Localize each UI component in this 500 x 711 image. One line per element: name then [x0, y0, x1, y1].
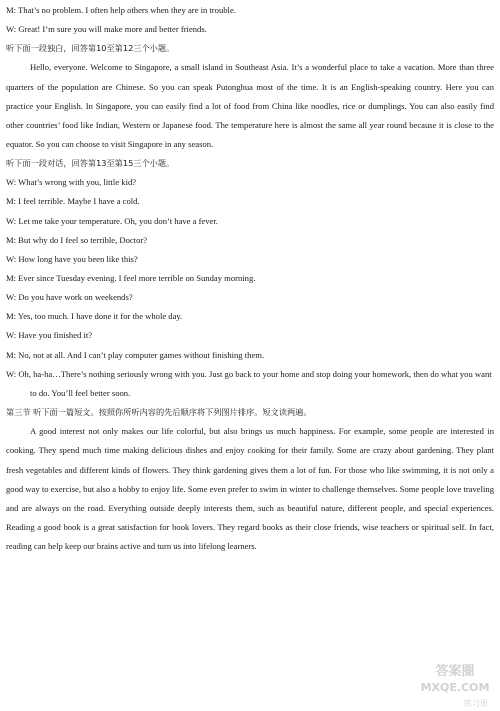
instruction-dialogue: 听下面一段对话，回答第13至第15三个小题。: [6, 158, 175, 169]
dialogue-line-final: W: Oh, ha-ha…There’s nothing seriously wrong with you. Just go back to your home and stop doing your homework, then do what you want to do. You’ll feel better soon.: [6, 368, 492, 398]
section-three-heading: 第三节 听下面一篇短文。按照你所听内容的先后顺序将下列图片排序。短文读两遍。: [6, 407, 312, 418]
dialogue-line: W: How long have you been like this?: [6, 253, 138, 264]
dialogue-line: M: That’s no problem. I often help others when they are in trouble.: [6, 5, 236, 15]
watermark-top: 答案圈: [435, 664, 475, 679]
watermark-bottom: 练习册: [464, 699, 488, 708]
dialogue-line: W: What’s wrong with you, little kid?: [6, 177, 137, 188]
dialogue-line: W: Have you finished it?: [6, 330, 93, 341]
watermark-middle: MXQE.COM: [420, 681, 490, 694]
instruction-monologue: 听下面一段独白，回答第10至第12三个小题。: [6, 43, 175, 54]
dialogue-line: M: I feel terrible. Maybe I have a cold.: [6, 196, 140, 207]
monologue-paragraph: Hello, everyone. Welcome to Singapore, a small island in Southeast Asia. It’s a wonderful place to take a vacation. More than three quarters of the population are Chinese. So you can speak Putonghua most of the time. It is an English-speaking country. Here you can practice your English. In Singapore, you can easily find a lot of food from China like noodles, rice or dumplings. You can also easily find other countries’ food like Indian, Western or Japanese food. The temperature here is almost the same all year round because it is close to the equator. So you can choose to visit Singapore in any season.: [6, 62, 494, 150]
dialogue-line: W: Great! I’m sure you will make more and better friends.: [6, 24, 207, 35]
passage-paragraph: A good interest not only makes our life colorful, but also brings us much happiness. For example, some people are interested in cooking. They spend much time making delicious dishes and enjoy cooking for their family. Some are crazy about gardening. They plant fresh vegetables and different kinds of flowers. They think gardening gives them a lot of fun. For those who like swimming, it is not only a good way to exercise, but also a hobby to enjoy life. Some even prefer to swim in winter to challenge themselves. Some people love traveling and are always on the road. Everything outside deeply interests them, such as beautiful nature, different people, and special experiences. Reading a good book is a great satisfaction for book lovers. They regard books as their close friends, wise teachers or spiritual self. In fact, reading can help keep our brains active and turn us into lifelong learners.: [6, 426, 494, 552]
dialogue-line: W: Let me take your temperature. Oh, you don’t have a fever.: [6, 215, 218, 226]
dialogue-line: M: But why do I feel so terrible, Doctor?: [6, 234, 148, 245]
dialogue-line: M: Ever since Tuesday evening. I feel more terrible on Sunday morning.: [6, 273, 256, 284]
dialogue-line: M: No, not at all. And I can’t play computer games without finishing them.: [6, 349, 265, 360]
dialogue-line: M: Yes, too much. I have done it for the whole day.: [6, 311, 183, 322]
dialogue-line: W: Do you have work on weekends?: [6, 292, 133, 303]
